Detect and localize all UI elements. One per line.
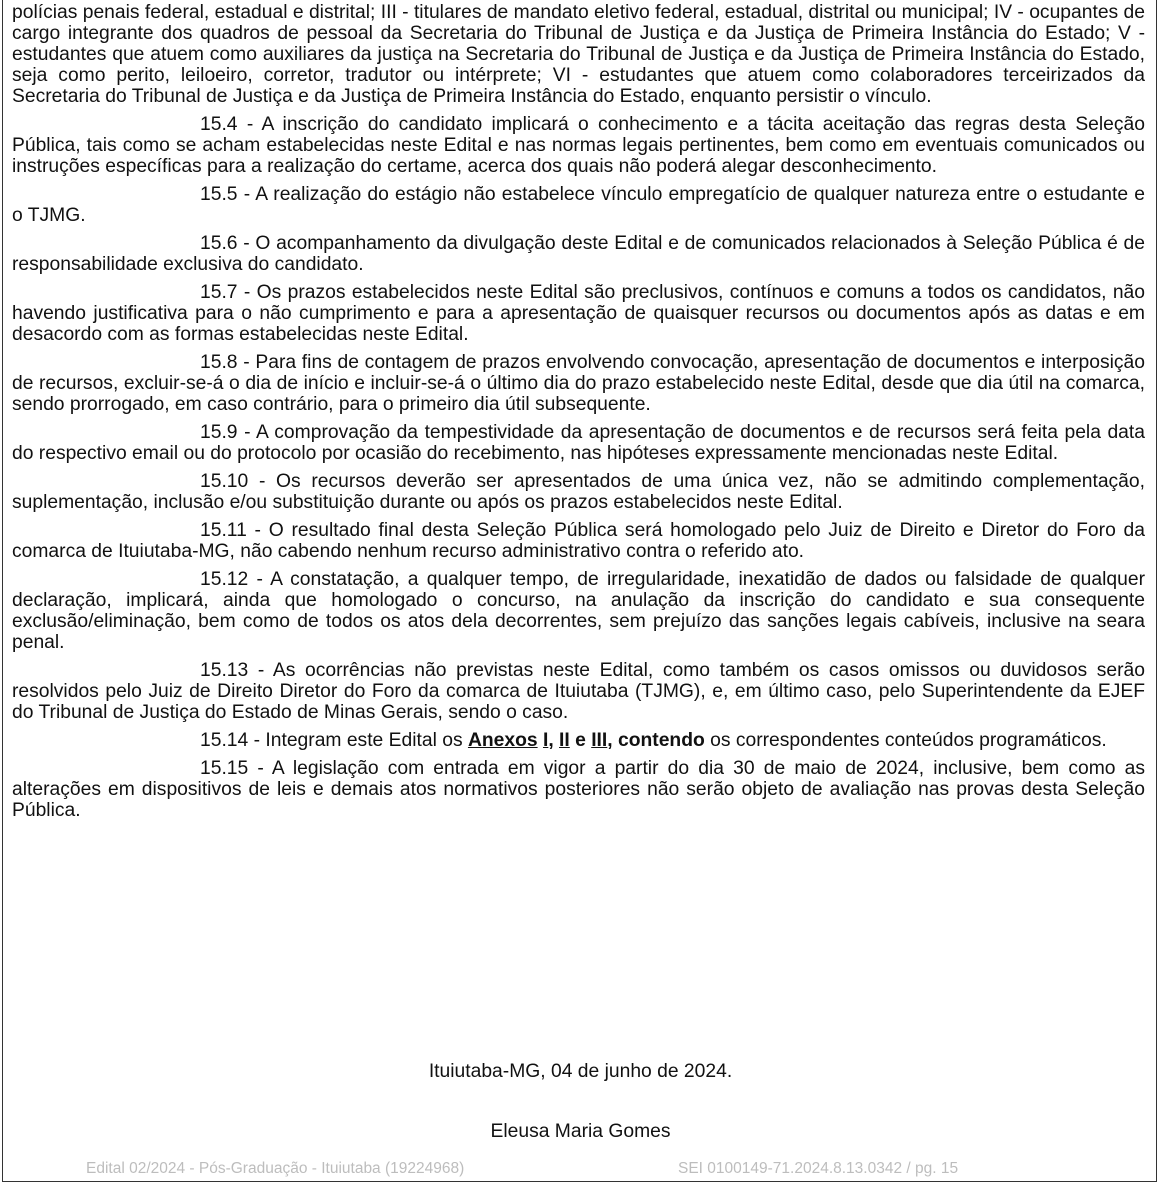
anexo-iii: III	[591, 730, 608, 751]
anexos-reference	[468, 730, 705, 751]
contendo-word: , contendo	[607, 730, 705, 751]
paragraph-15-10: 15.10 - Os recursos deverão ser apresentados de uma única vez, não se admitindo complementação, suplementação, inclusão e/ou substituição durante ou após os prazos estabelecidos neste Edital.	[12, 471, 1145, 513]
footer-process-page: SEI 0100149-71.2024.8.13.0342 / pg. 15	[678, 1160, 959, 1177]
paragraph-15-13: 15.13 - As ocorrências não previstas neste Edital, como também os casos omissos ou duvidosos serão resolvidos pelo Juiz de Direito Diretor do Foro da comarca de Ituiutaba (TJMG), e, em último caso, pelo Superintendente da EJEF do Tribunal de Justiça do Estado de Minas Gerais, sendo o caso.	[12, 660, 1145, 723]
p1514-tail: os correspondentes conteúdos programáticos.	[704, 730, 1107, 751]
intro-paragraph: polícias penais federal, estadual e distrital; III - titulares de mandato eletivo federal, estadual, distrital ou municipal; IV - ocupantes de cargo integrante dos quadros de pessoal da Secretaria do Tribunal de Justiça e da Justiça de Primeira Instância do Estado; V - estudantes que atuem como auxiliares da justiça na Secretaria do Tribunal de Justiça e da Justiça de Primeira Instância do Estado, seja como perito, leiloeiro, corretor, tradutor ou intérprete; VI - estudantes que atuem como colaboradores terceirizados da Secretaria do Tribunal de Justiça e da Justiça de Primeira Instância do Estado, enquanto persistir o vínculo.	[12, 2, 1145, 107]
place-and-date: Ituiutaba-MG, 04 de junho de 2024.	[428, 1061, 733, 1082]
paragraph-15-14	[12, 730, 1145, 751]
document-body	[12, 2, 1145, 828]
paragraph-15-12: 15.12 - A constatação, a qualquer tempo, de irregularidade, inexatidão de dados ou falsidade de qualquer declaração, implicará, ainda que homologado o concurso, na anulação da inscrição do candidato e sua consequente exclusão/eliminação, bem como de todos os atos dela decorrentes, sem prejuízo das sanções legais cabíveis, inclusive na seara penal.	[12, 569, 1145, 653]
paragraph-15-11: 15.11 - O resultado final desta Seleção Pública será homologado pelo Juiz de Direito e Diretor do Foro da comarca de Ituiutaba-MG, não cabendo nenhum recurso administrativo contra o referido ato.	[12, 520, 1145, 562]
paragraph-15-6: 15.6 - O acompanhamento da divulgação deste Edital e de comunicados relacionados à Seleção Pública é de responsabilidade exclusiva do candidato.	[12, 233, 1145, 275]
paragraph-15-9: 15.9 - A comprovação da tempestividade da apresentação de documentos e de recursos será feita pela data do respectivo email ou do protocolo por ocasião do recebimento, nas hipóteses expressamente mencionadas neste Edital.	[12, 422, 1145, 464]
anexos-word: Anexos	[467, 730, 538, 751]
signer-name: Eleusa Maria Gomes	[490, 1121, 671, 1142]
paragraph-15-8: 15.8 - Para fins de contagem de prazos envolvendo convocação, apresentação de documentos e interposição de recursos, excluir-se-á o dia de início e incluir-se-á o último dia do prazo estabelecido neste Edital, desde que dia útil na comarca, sendo prorrogado, em caso contrário, para o primeiro dia útil subsequente.	[12, 352, 1145, 415]
paragraph-15-5: 15.5 - A realização do estágio não estabelece vínculo empregatício de qualquer natureza entre o estudante e o TJMG.	[12, 184, 1145, 226]
anexo-ii: II	[559, 730, 570, 751]
anexo-i: I	[542, 730, 549, 751]
footer-document-id: Edital 02/2024 - Pós-Graduação - Ituiutaba (19224968)	[86, 1160, 465, 1177]
paragraph-15-7: 15.7 - Os prazos estabelecidos neste Edital são preclusivos, contínuos e comuns a todos os candidatos, não havendo justificativa para o não cumprimento e para a apresentação de quaisquer recursos ou documentos após as datas e em desacordo com as formas estabelecidas neste Edital.	[12, 282, 1145, 345]
paragraph-15-4: 15.4 - A inscrição do candidato implicará o conhecimento e a tácita aceitação das regras desta Seleção Pública, tais como se acham estabelecidas neste Edital e nas normas legais pertinentes, bem como em eventuais comunicados ou instruções específicas para a realização do certame, acerca dos quais não poderá alegar desconhecimento.	[12, 114, 1145, 177]
paragraph-15-15: 15.15 - A legislação com entrada em vigor a partir do dia 30 de maio de 2024, inclusive, bem como as alterações em dispositivos de leis e demais atos normativos posteriores não serão objeto de avaliação nas provas desta Seleção Pública.	[12, 758, 1145, 821]
p1514-lead: 15.14 - Integram este Edital os	[200, 730, 468, 751]
anexo-comma: ,	[548, 730, 554, 751]
anexo-and: e	[569, 730, 592, 751]
